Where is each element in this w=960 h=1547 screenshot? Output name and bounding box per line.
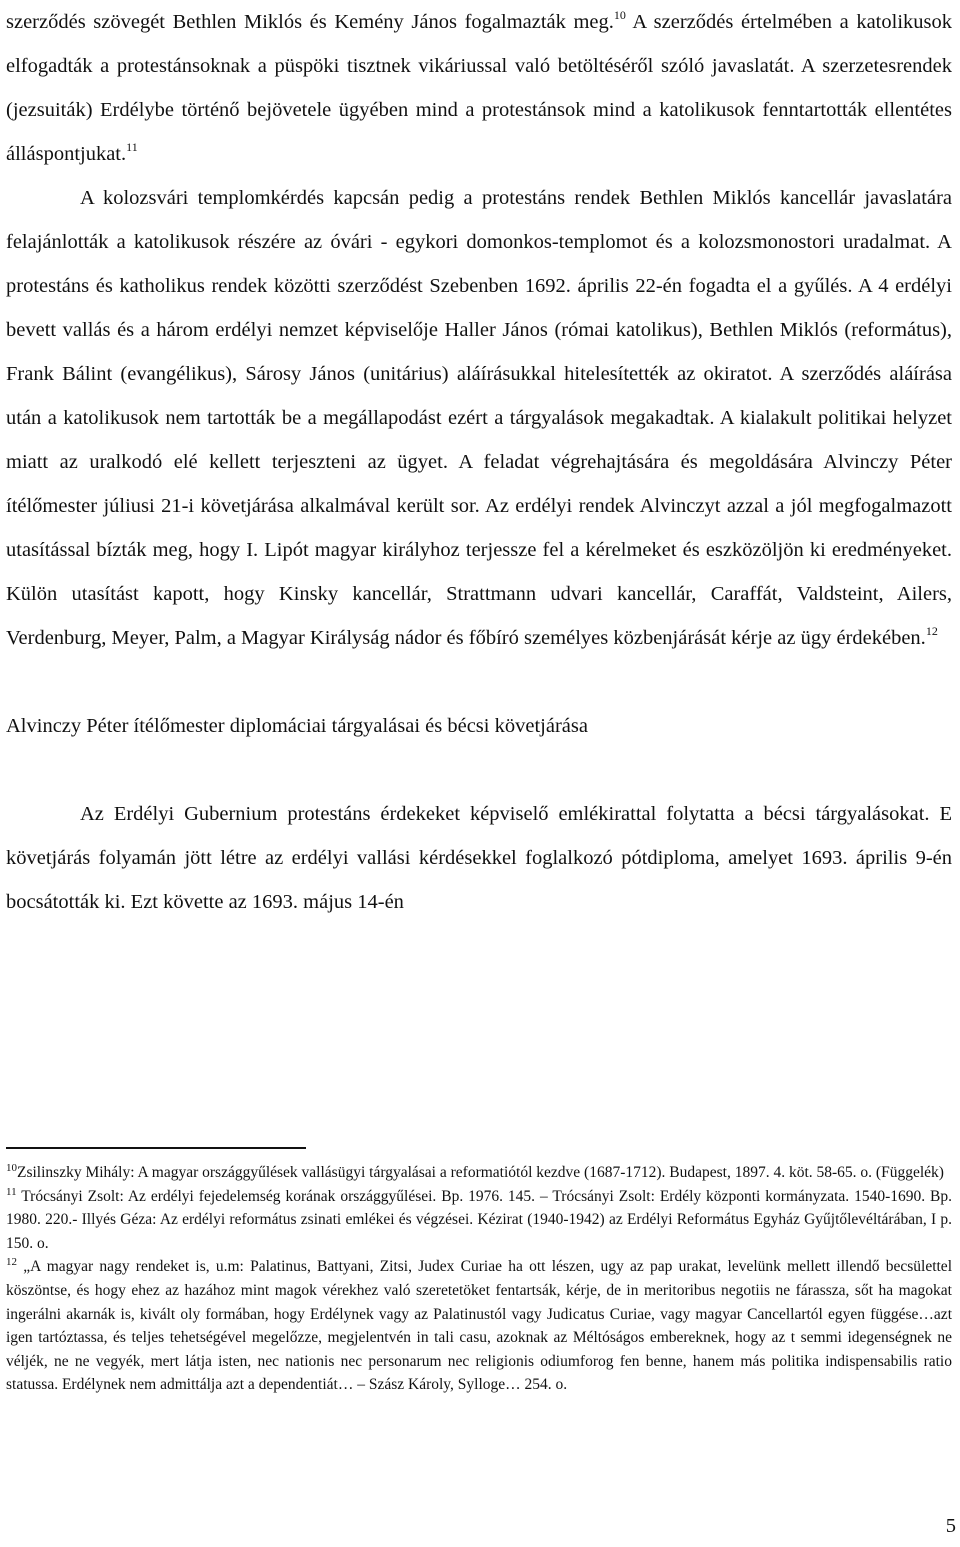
paragraph-2-text: A kolozsvári templomkérdés kapcsán pedig a protestáns rendek Bethlen Miklós kancellár javaslatára felajánlották a katolikusok részére az óvári - egykori domonkos-templomot és a kolozsmonostori uradalmat. A protestáns és katholikus rendek közötti szerződést Szebenben 1692. április 22-én fogadta el a gyűlés. A 4 erdélyi bevett vallás és a három erdélyi nemzet képviselője Haller János (római katolikus), Bethlen Miklós (református), Frank Bálint (evangélikus), Sárosy János (unitárius) aláírásukkal hitelesítették az okiratot. A szerződés aláírása után a katolikusok nem tartották be a megállapodást ezért a tárgyalások megakadtak. A kialakult politikai helyzet miatt az uralkodó elé kellett terjeszteni az ügyet. A feladat végrehajtására és megoldására Alvinczy Péter ítélőmester júliusi 21-i követjárása alkalmával került sor. Az erdélyi rendek Alvinczyt azzal a jól megfogalmazott utasítással bízták meg, hogy I. Lipót magyar királyhoz terjessze fel a kérelmeket és eszközöljön ki eredményeket. Külön utasítást kapott, hogy Kinsky kancellár, Strattmann udvari kancellár, Caraffát, Valdsteint, Ailers, Verdenburg, Meyer, Palm, a Magyar Királyság nádor és főbíró személyes közbenjárását kérje az ügy érdekében. [6, 187, 952, 649]
paragraph-1 [6, 0, 952, 176]
page-body [6, 0, 952, 924]
footnote-ref-10[interactable]: 10 [613, 8, 626, 22]
footnote-text: „A magyar nagy rendeket is, u.m: Palatinus, Battyani, Zitsi, Judex Curiae ha ott lészen, ugy az pap urakat, levelünk mellett illendő becsülettel köszöntse, és hogy ehez az hazához mint magok vérekhez való szeretetöket fentartsák, kérje, de in meritoribus negotiis ne fárassza, sőt ha magokat ingerálni akarnák is, kivált oly formában, hogy Erdélynek vagy az Palatinustól vagy Judicatus Curiae, vagy magyar Cancellartól egyen függése…azt igen tartóztassa, és teljes tehetségével megelőzze, megjelentvén in tali casu, azoknak az Méltóságos embereknek, hogy az t semmi idegenségnek ne véljék, ne ne vegyék, mert látja isten, nec nationis nec personarum nec religionis odiumforog fen benne, hanem más politika indispensabilis ratio statussa. Erdélynek nem admittálja azt a dependentiát… – Szász Károly, Sylloge… 254. o. [6, 1258, 952, 1394]
footnote-11 [6, 1185, 952, 1256]
footnote-ref-12[interactable]: 12 [925, 624, 938, 638]
section-heading: Alvinczy Péter ítélőmester diplomáciai tárgyalásai és bécsi követjárása [6, 715, 588, 737]
paragraph-1-text-b: A szerződés értelmében a katolikusok elfogadták a protestánsoknak a püspöki tisztnek vikáriussal való betöltéséről szóló javaslatát. A szerzetesrendek (jezsuiták) Erdélybe történő bejövetele ügyében mind a protestánsok mind a katolikusok fenntartották ellentétes álláspontjukat. [6, 11, 952, 165]
paragraph-3: Az Erdélyi Gubernium protestáns érdekeket képviselő emlékirattal folytatta a bécsi tárgyalásokat. E követjárás folyamán jött létre az erdélyi vallási kérdésekkel foglalkozó pótdiploma, amelyet 1693. április 9-én bocsátották ki. Ezt követte az 1693. május 14-én [6, 803, 952, 913]
footnote-10 [6, 1161, 952, 1185]
paragraph-2 [6, 176, 952, 660]
paragraph-1-text-a: szerződés szövegét Bethlen Miklós és Kemény János fogalmazták meg. [6, 11, 614, 33]
footnote-ref-11[interactable]: 11 [126, 140, 138, 154]
footnote-text: Zsilinszky Mihály: A magyar országgyűlések vallásügyi tárgyalásai a reformatiótól kezdve (1687-1712). Budapest, 1897. 4. köt. 58-65. o. (Függelék) [17, 1164, 944, 1181]
footnotes [6, 1161, 952, 1397]
footnote-text: Trócsányi Zsolt: Az erdélyi fejedelemség korának országgyűlései. Bp. 1976. 145. – Trócsányi Zsolt: Erdély központi kormányzata. 1540-1690. Bp. 1980. 220.- Illyés Géza: Az erdélyi református zsinati emlékei és végzései. Kézirat (1940-1942) az Erdélyi Református Egyház Gyűjtőlevéltárában, I p. 150. o. [6, 1187, 952, 1252]
footnote-number: 12 [6, 1256, 17, 1269]
footnote-separator [6, 1147, 306, 1149]
footnote-number: 11 [6, 1185, 17, 1198]
footnote-number: 10 [6, 1162, 17, 1174]
footnote-12 [6, 1255, 952, 1397]
page-number: 5 [945, 1515, 956, 1537]
